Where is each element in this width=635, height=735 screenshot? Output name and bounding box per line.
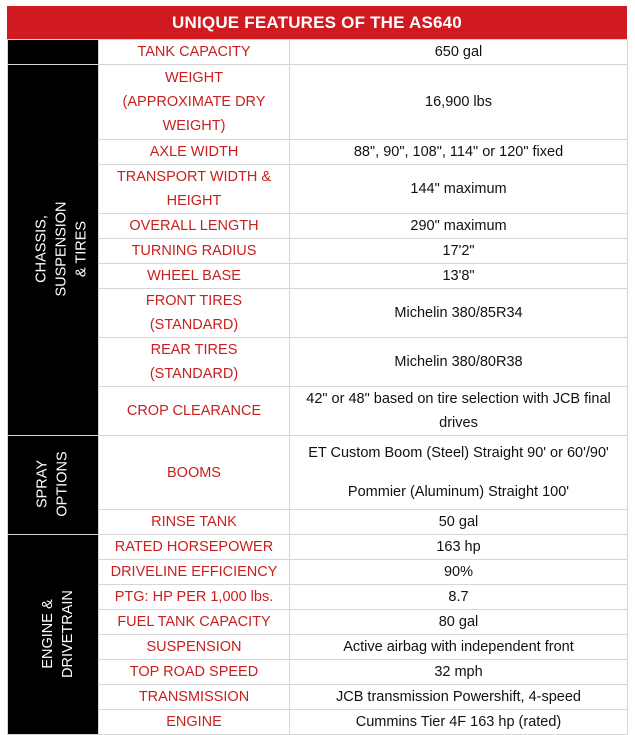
value-line: Pommier (Aluminum) Straight 100' [347,484,570,500]
feature-value: 80 gal [290,610,628,635]
feature-label: BOOMS [99,436,290,510]
table-row [8,165,628,214]
feature-label: FUEL TANK CAPACITY [99,610,290,635]
table-row [8,660,628,685]
label-line: WEIGHT [165,70,223,86]
feature-value: 13'8" [290,264,628,289]
category-line: SUSPENSION [53,201,70,297]
label-line: WEIGHT) [162,118,226,134]
feature-label: TANK CAPACITY [99,40,290,65]
label-line: HEIGHT [166,193,222,209]
feature-label: AXLE WIDTH [99,140,290,165]
category-line: CHASSIS, [33,215,50,283]
table-row [8,685,628,710]
feature-value: JCB transmission Powershift, 4-speed [290,685,628,710]
value-line: 42" or 48" based on tire selection with JCB final [306,391,611,407]
feature-label: TRANSMISSION [99,685,290,710]
feature-label [99,165,290,214]
feature-value: Michelin 380/80R38 [290,338,628,387]
feature-value: 88", 90", 108", 114" or 120" fixed [290,140,628,165]
feature-value: 50 gal [290,510,628,535]
feature-label [99,65,290,140]
category-spray [8,436,99,535]
features-table [7,39,628,735]
table-row [8,40,628,65]
feature-value: 163 hp [290,535,628,560]
feature-label: WHEEL BASE [99,264,290,289]
table-row [8,436,628,510]
feature-label: SUSPENSION [99,635,290,660]
feature-value: 32 mph [290,660,628,685]
spacer [296,465,621,480]
feature-label: TOP ROAD SPEED [99,660,290,685]
feature-value: 650 gal [290,40,628,65]
category-line: ENGINE & [39,598,56,669]
category-line: OPTIONS [54,451,71,517]
feature-value: Michelin 380/85R34 [290,289,628,338]
table-row [8,289,628,338]
feature-value: 144" maximum [290,165,628,214]
table-row [8,510,628,535]
table-row [8,140,628,165]
feature-label: OVERALL LENGTH [99,214,290,239]
feature-label: PTG: HP PER 1,000 lbs. [99,585,290,610]
feature-label: RATED HORSEPOWER [99,535,290,560]
label-line: (APPROXIMATE DRY [122,94,266,110]
category-cell-blank [8,40,99,65]
category-chassis [8,65,99,436]
table-row [8,585,628,610]
feature-value: 290" maximum [290,214,628,239]
table-row [8,65,628,140]
feature-value [290,387,628,436]
value-line: ET Custom Boom (Steel) Straight 90' or 60'/90' [308,445,609,461]
feature-label: REAR TIRES (STANDARD) [99,338,290,387]
value-line: drives [439,415,478,431]
feature-value: 90% [290,560,628,585]
feature-value: 8.7 [290,585,628,610]
feature-value: Cummins Tier 4F 163 hp (rated) [290,710,628,735]
table-title: UNIQUE FEATURES OF THE AS640 [7,6,627,39]
feature-label: DRIVELINE EFFICIENCY [99,560,290,585]
feature-value: 16,900 lbs [290,65,628,140]
feature-label: ENGINE [99,710,290,735]
table-row [8,338,628,387]
feature-label: RINSE TANK [99,510,290,535]
table-row [8,560,628,585]
category-line: SPRAY [34,459,51,509]
feature-label: TURNING RADIUS [99,239,290,264]
feature-label: CROP CLEARANCE [99,387,290,436]
category-line: DRIVETRAIN [59,589,76,678]
category-engine [8,535,99,735]
label-line: TRANSPORT WIDTH & [116,169,272,185]
table-row [8,535,628,560]
category-line: & TIRES [73,220,90,278]
feature-value [290,436,628,510]
feature-value: Active airbag with independent front [290,635,628,660]
table-row [8,710,628,735]
feature-label: FRONT TIRES (STANDARD) [99,289,290,338]
table-row [8,387,628,436]
feature-value: 17'2" [290,239,628,264]
